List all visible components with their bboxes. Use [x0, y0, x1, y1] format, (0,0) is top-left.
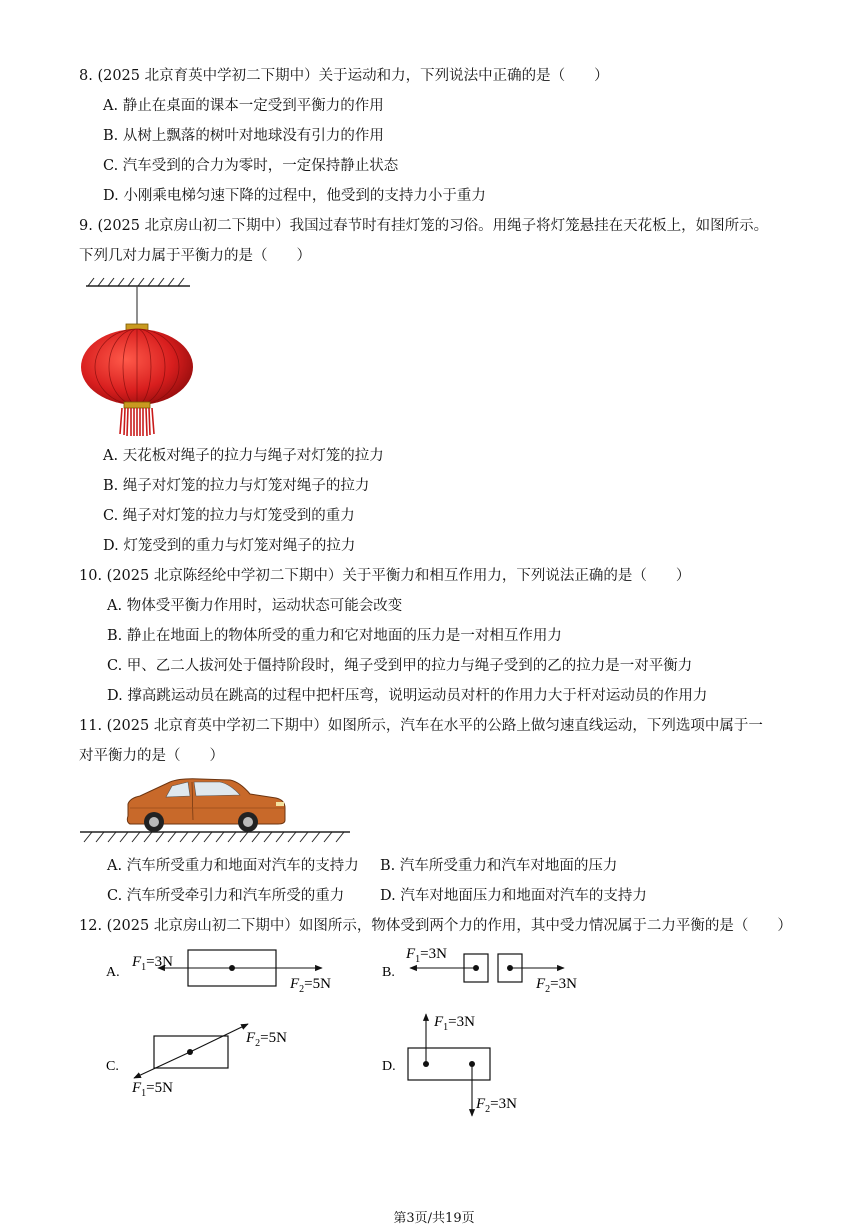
question-11-option-c: C. 汽车所受牵引力和汽车所受的重力	[107, 888, 345, 904]
diagram-d-f2-label: $F_2=3N$	[476, 1096, 517, 1115]
diagram-b-f2-label: $F_2=3N$	[536, 976, 577, 995]
diagram-a-f1-label: $F_1=3N$	[132, 954, 173, 973]
question-11-option-a: A. 汽车所受重力和地面对汽车的支持力	[107, 858, 359, 874]
diagram-d-f1-label: $F_1=3N$	[434, 1014, 475, 1033]
diagram-a	[106, 950, 331, 995]
question-10-option-b: B. 静止在地面上的物体所受的重力和它对地面的压力是一对相互作用力	[107, 628, 562, 644]
lantern-figure	[80, 276, 200, 440]
diagram-b-f1-label: $F_1=3N$	[406, 946, 447, 965]
question-9-stem-line2: 下列几对力属于平衡力的是（ ）	[79, 248, 311, 264]
question-8-option-a: A. 静止在桌面的课本一定受到平衡力的作用	[103, 98, 384, 114]
lantern-icon	[81, 324, 193, 436]
diagram-a-label: A.	[106, 965, 120, 980]
ceiling-hatch	[86, 278, 190, 286]
question-8-option-b: B. 从树上飘落的树叶对地球没有引力的作用	[103, 128, 384, 144]
question-8-stem: 8. (2025 北京育英中学初二下期中）关于运动和力，下列说法中正确的是（ ）	[79, 68, 609, 84]
question-9-option-a: A. 天花板对绳子的拉力与绳子对灯笼的拉力	[103, 448, 384, 464]
ground-hatch	[80, 832, 350, 842]
question-9-option-d: D. 灯笼受到的重力与灯笼对绳子的拉力	[103, 538, 356, 554]
question-8-option-c: C. 汽车受到的合力为零时，一定保持静止状态	[103, 158, 399, 174]
question-11-stem-line2: 对平衡力的是（ ）	[79, 748, 224, 764]
diagram-c-f2-label: $F_2=5N$	[246, 1030, 287, 1049]
question-11-stem-line1: 11. (2025 北京育英中学初二下期中）如图所示，汽车在水平的公路上做匀速直线运动，下列选项中属于一	[79, 718, 763, 734]
diagram-c-f1-label: $F_1=5N$	[132, 1080, 173, 1099]
question-10-option-d: D. 撑高跳运动员在跳高的过程中把杆压弯，说明运动员对杆的作用力大于杆对运动员的作用力	[107, 688, 708, 704]
question-9-stem-line1: 9. (2025 北京房山初二下期中）我国过春节时有挂灯笼的习俗。用绳子将灯笼悬挂在天花板上，如图所示。	[79, 218, 769, 234]
question-11-option-d: D. 汽车对地面压力和地面对汽车的支持力	[380, 888, 647, 904]
question-12-stem: 12. (2025 北京房山初二下期中）如图所示，物体受到两个力的作用，其中受力情况属于二力平衡的是（ ）	[79, 918, 792, 934]
diagram-a-f2-label: $F_2=5N$	[290, 976, 331, 995]
question-10-stem: 10. (2025 北京陈经纶中学初二下期中）关于平衡力和相互作用力，下列说法正确的是（ ）	[79, 568, 691, 584]
diagram-d-label: D.	[382, 1059, 396, 1074]
car-icon	[127, 779, 285, 832]
diagram-d	[382, 1014, 517, 1116]
question-10-option-a: A. 物体受平衡力作用时，运动状态可能会改变	[107, 598, 403, 614]
diagram-c-label: C.	[106, 1059, 119, 1074]
diagram-b	[382, 946, 577, 995]
force-diagrams	[100, 942, 600, 1122]
question-9-option-c: C. 绳子对灯笼的拉力与灯笼受到的重力	[103, 508, 355, 524]
question-9-option-b: B. 绳子对灯笼的拉力与灯笼对绳子的拉力	[103, 478, 370, 494]
question-8-option-d: D. 小刚乘电梯匀速下降的过程中，他受到的支持力小于重力	[103, 188, 486, 204]
question-10-option-c: C. 甲、乙二人拔河处于僵持阶段时，绳子受到甲的拉力与绳子受到的乙的拉力是一对平衡力	[107, 658, 693, 674]
car-figure	[80, 776, 352, 846]
page-footer: 第3页/共19页	[393, 1211, 475, 1226]
diagram-c	[106, 1024, 287, 1099]
question-11-option-b: B. 汽车所受重力和汽车对地面的压力	[380, 858, 618, 874]
diagram-b-label: B.	[382, 965, 395, 980]
